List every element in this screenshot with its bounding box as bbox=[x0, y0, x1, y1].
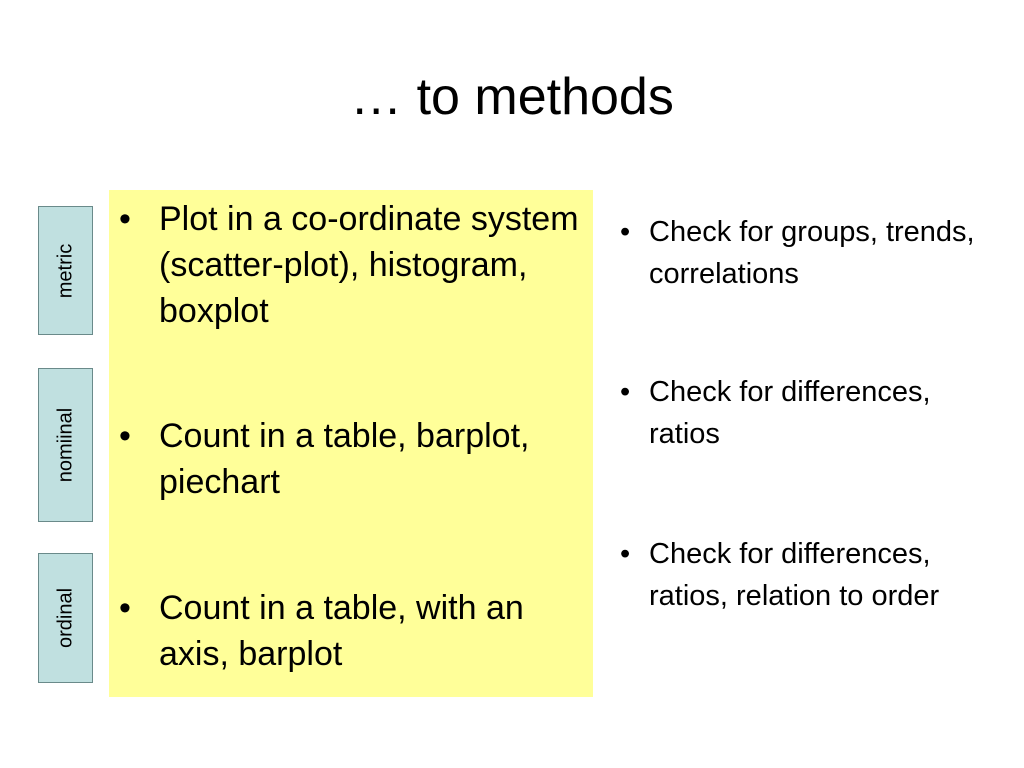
bullet-icon: • bbox=[620, 538, 631, 570]
right-bullet-text: Check for differences, ratios bbox=[649, 376, 931, 450]
slide-title: … to methods bbox=[350, 68, 674, 126]
metric-tag-label: metric bbox=[54, 243, 76, 298]
left-bullet-text: Count in a table, barplot, piechart bbox=[159, 417, 530, 501]
bullet-icon: • bbox=[620, 216, 631, 248]
metric-tag bbox=[38, 206, 93, 335]
left-bullet-text: Count in a table, with an axis, barplot bbox=[159, 589, 524, 673]
right-bullet-text: Check for differences, ratios, relation to order bbox=[649, 538, 940, 612]
ordinal-tag-label: ordinal bbox=[54, 587, 76, 649]
nominal-tag-label: nomiinal bbox=[54, 407, 76, 483]
bullet-icon: • bbox=[119, 417, 131, 455]
nominal-tag bbox=[38, 368, 93, 522]
methods-highlight-box bbox=[109, 190, 593, 697]
bullet-icon: • bbox=[119, 589, 131, 627]
ordinal-tag bbox=[38, 553, 93, 683]
bullet-icon: • bbox=[119, 200, 131, 238]
right-bullet-text: Check for groups, trends, correlations bbox=[649, 216, 975, 290]
bullet-icon: • bbox=[620, 376, 631, 408]
left-bullet-text: Plot in a co-ordinate system (scatter-plot), histogram, boxplot bbox=[159, 200, 579, 330]
